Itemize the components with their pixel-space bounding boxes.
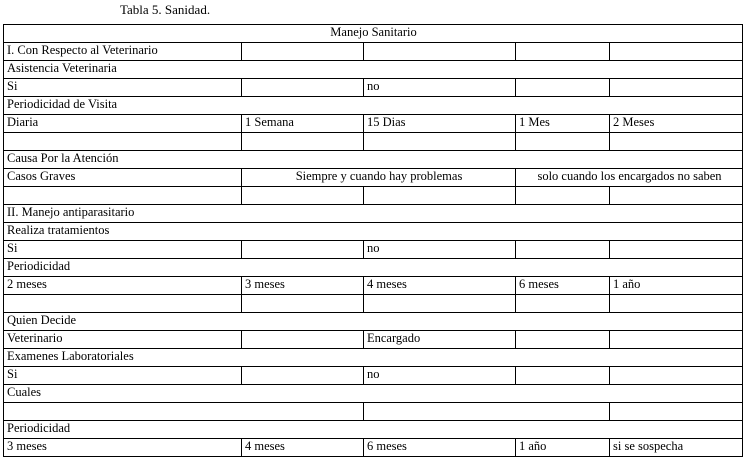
- table-cell: Si: [4, 241, 242, 259]
- table-cell: [4, 187, 242, 205]
- table-cell: [4, 403, 364, 421]
- table-cell: [242, 43, 364, 61]
- table-cell: [610, 403, 743, 421]
- table-row: [4, 79, 743, 97]
- table-cell: [516, 331, 610, 349]
- table-cell: Asistencia Veterinaria: [4, 61, 743, 79]
- table-cell: si se sospecha: [610, 439, 743, 457]
- table-cell: Si: [4, 367, 242, 385]
- table-row: [4, 403, 743, 421]
- table-cell: [516, 43, 610, 61]
- table-row: [4, 223, 743, 241]
- table-row: [4, 97, 743, 115]
- table-cell: 1 Semana: [242, 115, 364, 133]
- table-cell: Veterinario: [4, 331, 242, 349]
- table-row: [4, 241, 743, 259]
- table-cell: [516, 295, 610, 313]
- table-cell: solo cuando los encargados no saben: [516, 169, 743, 187]
- table-cell: [516, 367, 610, 385]
- table-cell: Casos Graves: [4, 169, 242, 187]
- table-cell: [516, 133, 610, 151]
- table-cell: 1 Mes: [516, 115, 610, 133]
- table-cell: [242, 331, 364, 349]
- table-cell: Realiza tratamientos: [4, 223, 743, 241]
- table-cell: Si: [4, 79, 242, 97]
- table-row: [4, 277, 743, 295]
- table-cell: [364, 133, 516, 151]
- table-cell: 1 año: [516, 439, 610, 457]
- table-cell: 3 meses: [4, 439, 242, 457]
- table-cell: [610, 133, 743, 151]
- table-cell: Periodicidad de Visita: [4, 97, 743, 115]
- table-cell: I. Con Respecto al Veterinario: [4, 43, 242, 61]
- table-cell: [4, 295, 242, 313]
- table-row: [4, 331, 743, 349]
- table-cell: [242, 79, 364, 97]
- table-row: [4, 295, 743, 313]
- table-cell: II. Manejo antiparasitario: [4, 205, 743, 223]
- table-cell: [610, 241, 743, 259]
- table-row: [4, 205, 743, 223]
- table-cell: [610, 331, 743, 349]
- table-cell: 6 meses: [364, 439, 516, 457]
- table-cell: [610, 43, 743, 61]
- table-cell: [364, 187, 516, 205]
- table-cell: 4 meses: [364, 277, 516, 295]
- table-row: [4, 25, 743, 43]
- table-cell: Diaria: [4, 115, 242, 133]
- table-cell: 15 Dias: [364, 115, 516, 133]
- table-cell: [610, 79, 743, 97]
- table-cell: no: [364, 79, 516, 97]
- table-cell: [610, 187, 743, 205]
- table-cell: Cuales: [4, 385, 743, 403]
- table-row: [4, 151, 743, 169]
- table-cell: Siempre y cuando hay problemas: [242, 169, 516, 187]
- table-cell: [242, 187, 364, 205]
- table-cell: no: [364, 367, 516, 385]
- table-row: [4, 367, 743, 385]
- table-row: [4, 61, 743, 79]
- table-cell: [516, 79, 610, 97]
- table-cell: Periodicidad: [4, 259, 743, 277]
- table-title-cell: Manejo Sanitario: [4, 25, 743, 43]
- table-cell: Quien Decide: [4, 313, 743, 331]
- table-row: [4, 169, 743, 187]
- table-cell: Causa Por la Atención: [4, 151, 743, 169]
- table-cell: [610, 367, 743, 385]
- table-cell: 1 año: [610, 277, 743, 295]
- table-cell: 6 meses: [516, 277, 610, 295]
- table-cell: [364, 403, 610, 421]
- table-row: [4, 133, 743, 151]
- table-cell: [242, 367, 364, 385]
- table-row: [4, 187, 743, 205]
- table-cell: Encargado: [364, 331, 516, 349]
- table-cell: [516, 241, 610, 259]
- table-row: [4, 421, 743, 439]
- table-cell: 3 meses: [242, 277, 364, 295]
- table-cell: 2 meses: [4, 277, 242, 295]
- sanidad-table: [3, 24, 743, 457]
- table-row: [4, 385, 743, 403]
- table-cell: [364, 43, 516, 61]
- table-row: [4, 115, 743, 133]
- table-cell: 2 Meses: [610, 115, 743, 133]
- table-cell: [610, 295, 743, 313]
- table-cell: [364, 295, 516, 313]
- table-cell: 4 meses: [242, 439, 364, 457]
- table-cell: Examenes Laboratoriales: [4, 349, 743, 367]
- table-cell: [242, 295, 364, 313]
- table-cell: [516, 187, 610, 205]
- table-cell: [242, 133, 364, 151]
- table-cell: no: [364, 241, 516, 259]
- table-row: [4, 259, 743, 277]
- table-body: [4, 25, 743, 457]
- table-row: [4, 43, 743, 61]
- table-cell: [242, 241, 364, 259]
- table-row: [4, 439, 743, 457]
- table-row: [4, 349, 743, 367]
- table-row: [4, 313, 743, 331]
- table-caption: Tabla 5. Sanidad.: [120, 2, 211, 17]
- table-cell: [4, 133, 242, 151]
- table-cell: Periodicidad: [4, 421, 743, 439]
